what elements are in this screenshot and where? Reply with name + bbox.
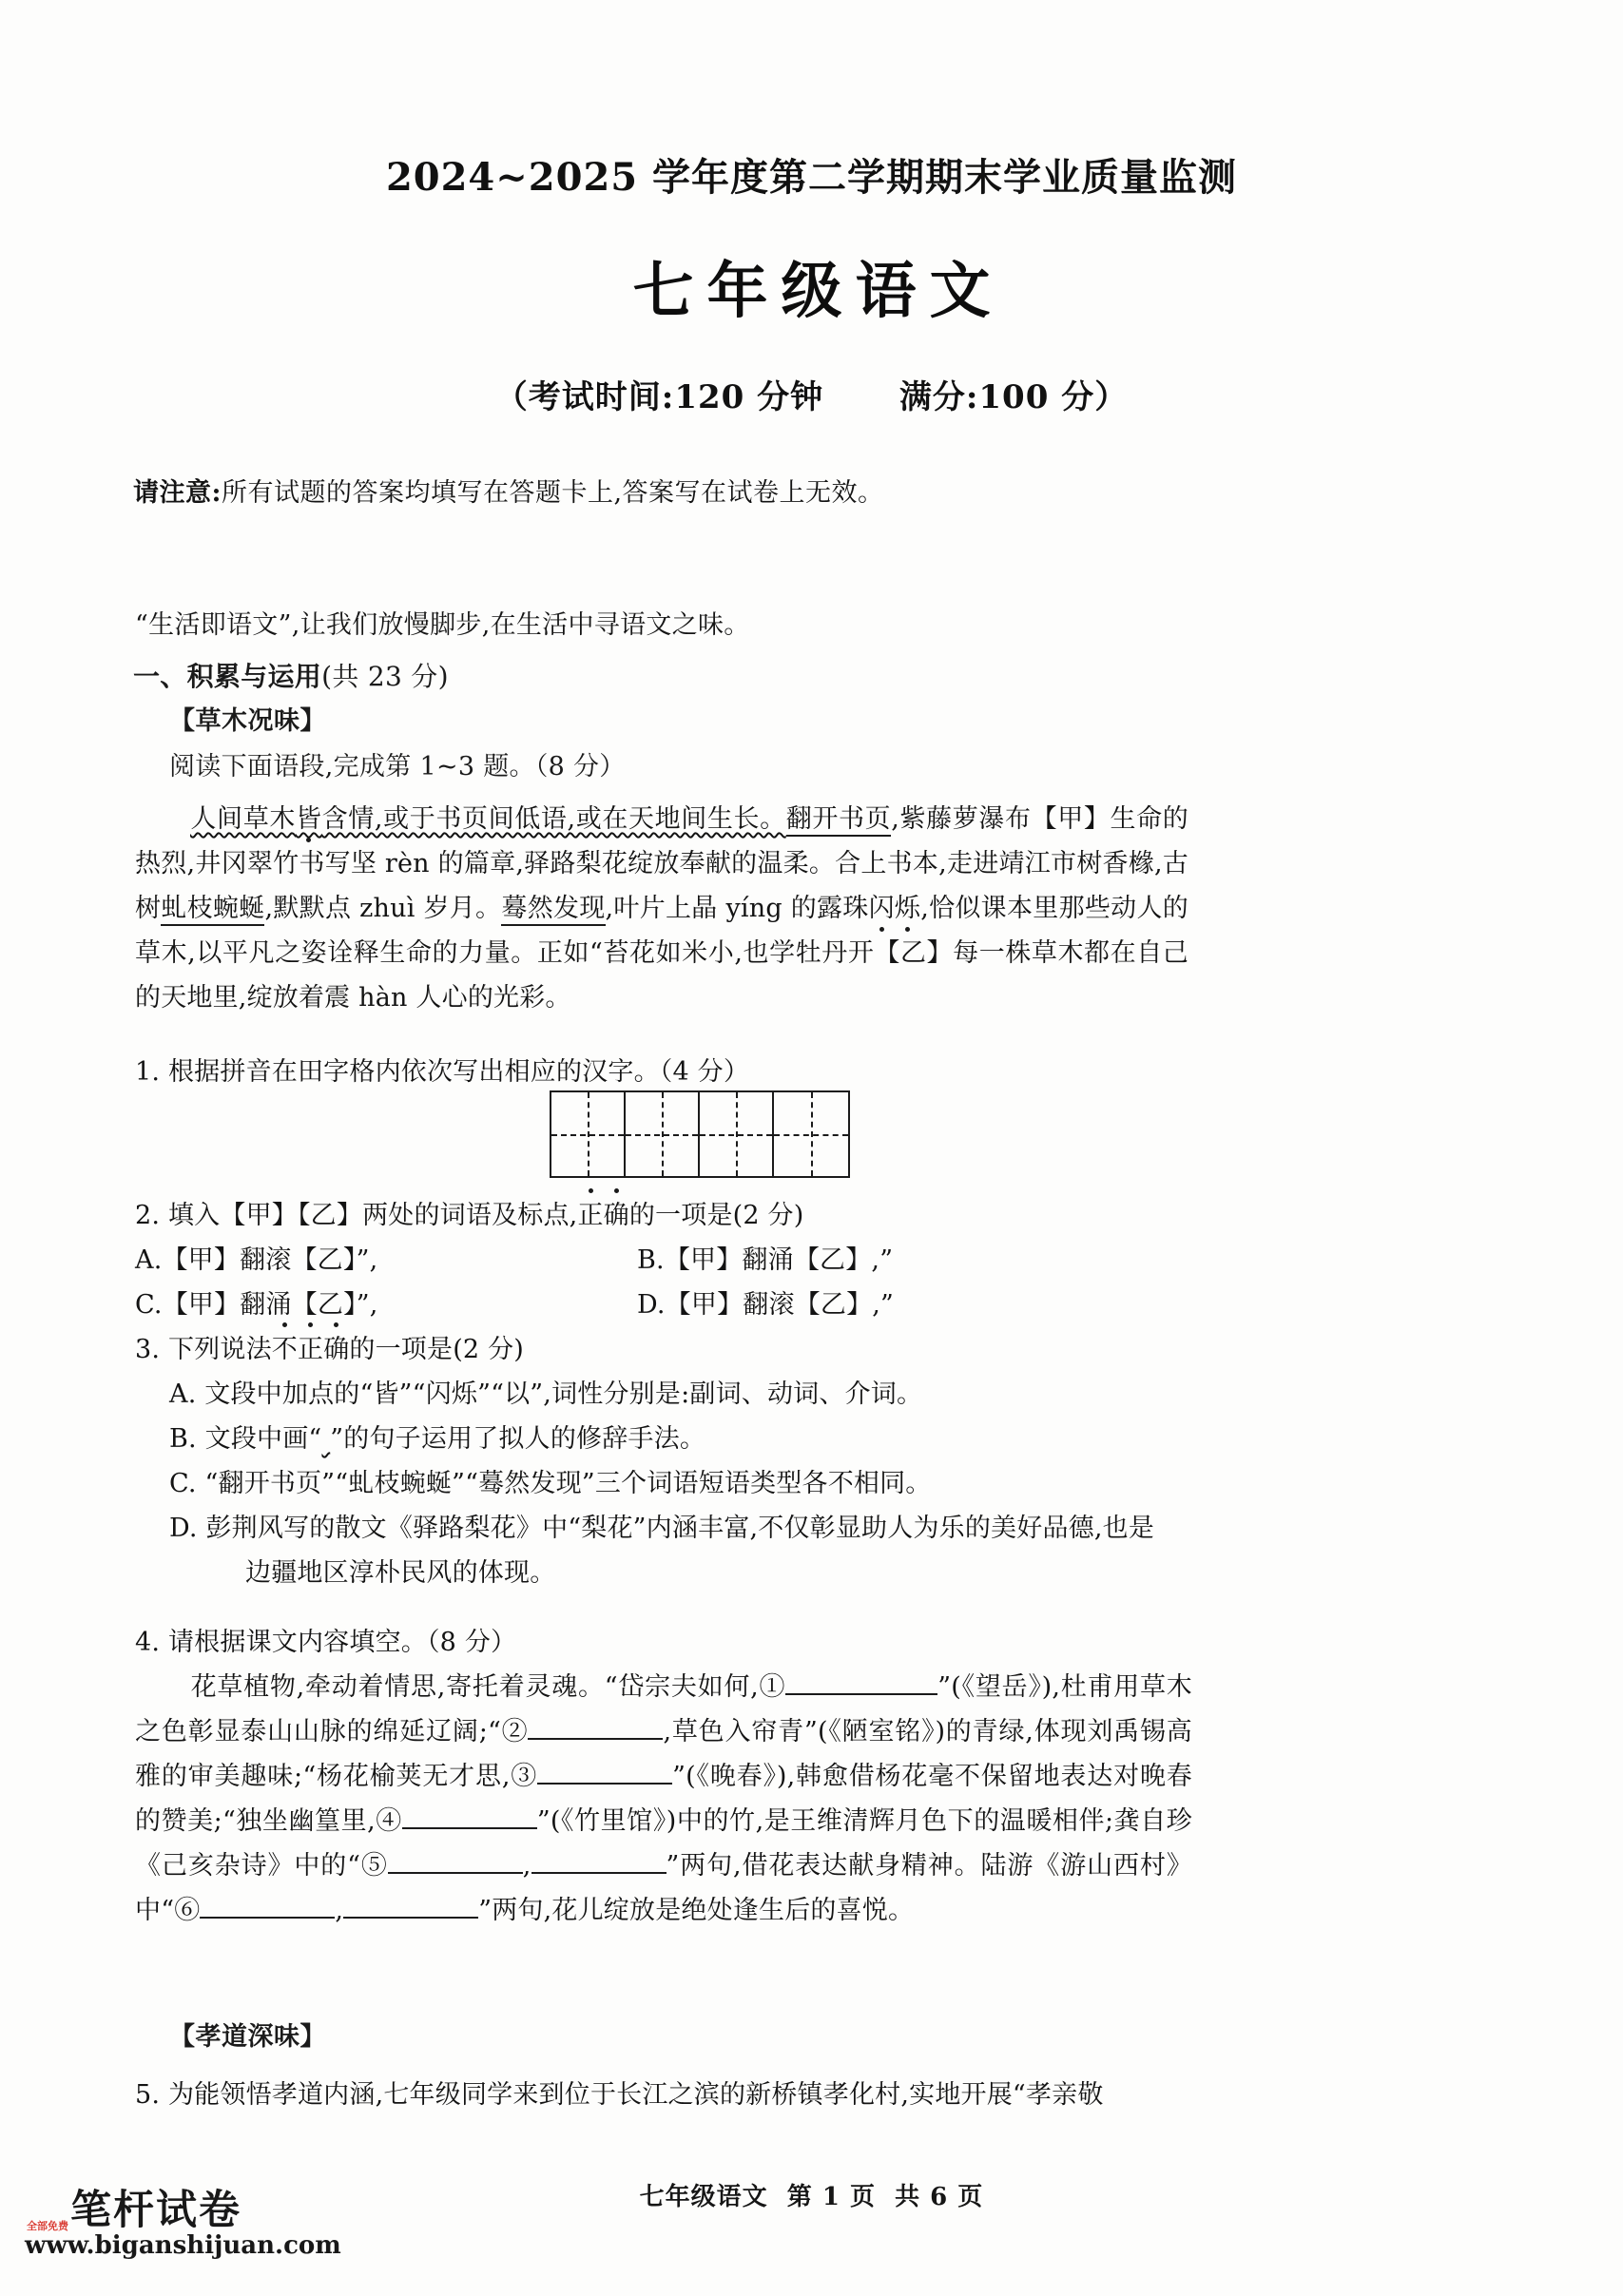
passage-part-4: ,叶片上晶 yíng 的露珠闪烁,恰似课本里那些动人的草木,以平凡之姿诠释生命的力量。正如“苔花如米小,也学牡丹开【乙】每一株草木都在自己的天地里,绽放着震 hàn 人心的光彩。 [135,894,1188,1013]
question-3-option-c[interactable] [169,1461,1200,1506]
option-c-text: 【甲】翻涌【乙】”, [162,1290,378,1320]
passage-underline-fankai: 翻开书页 [786,804,892,837]
footer-subject: 七年级语文 [639,2183,768,2211]
question-3-stem: 下列说法不正确的一项是(2 分) [167,1335,525,1364]
question-5-stem: 为能领悟孝道内涵,七年级同学来到位于长江之滨的新桥镇孝化村,实地开展“孝亲敬 [167,2080,1104,2110]
q4-part-1: 花草植物,牵动着情思,寄托着灵魂。“岱宗夫如何,① [190,1672,786,1702]
option-d-continuation: 边疆地区淳朴民风的体现。 [245,1558,556,1588]
option-d-key: D. [637,1290,666,1320]
question-2-option-row-2 [135,1283,1200,1327]
q4-part-4: ”(《晚春》),韩愈借杨花毫不保留地表达对晚春的赞美;“独坐幽篁里,④ [135,1762,1192,1836]
question-2 [135,1193,1200,1327]
q4-part-3: ,草色入帘青”(《陋室铭》)的青绿,体现刘禹锡高雅的审美趣味;“杨花榆荚无才思,③ [135,1717,1192,1791]
q4-part-6: , [522,1851,531,1881]
q4-blank-5a[interactable] [388,1872,523,1874]
option-d-key: D. [169,1514,198,1543]
question-1 [135,1050,1200,1094]
tianzige-cell[interactable] [551,1092,626,1176]
option-c-key: C. [169,1469,197,1498]
tianzige-cell[interactable] [626,1092,700,1176]
option-b-key: B. [637,1245,665,1275]
exam-duration: （考试时间:120 分钟 [494,378,824,416]
option-d-text: 【甲】翻滚【乙】,” [665,1290,895,1320]
q4-part-8: , [335,1896,344,1925]
option-a-key: A. [169,1380,197,1409]
option-c-text: “翻开书页”“虬枝蜿蜒”“蓦然发现”三个词语短语类型各不相同。 [204,1469,932,1498]
watermark-logo [21,2176,341,2279]
q4-blank-1[interactable] [785,1693,937,1695]
notice-text: 所有试题的答案均填写在答题卡上,答案写在试卷上无效。 [221,478,884,508]
q4-part-9: ”两句,花儿绽放是绝处逢生后的喜悦。 [478,1896,915,1925]
question-1-stem: 根据拼音在田字格内依次写出相应的汉字。（4 分） [167,1057,750,1087]
option-a-text: 【甲】翻滚【乙】”, [162,1245,378,1275]
question-5 [135,2073,1200,2117]
passage-part-3: ,默默点 zhuì 岁月。 [264,894,502,923]
tianzige-cell[interactable] [774,1092,848,1176]
section-heading-score: (共 23 分) [321,661,449,692]
option-a-key: A. [135,1245,163,1275]
q4-blank-3[interactable] [537,1783,672,1785]
q4-blank-5b[interactable] [531,1872,667,1874]
question-3 [135,1327,1200,1595]
passage-part-2: ,紫藤萝瀑布【甲】生命的热烈,井冈翠竹书写坚 rèn 的篇章,驿路梨花绽放奉献的温柔。合上书本,走进靖江市树香橼,古树 [135,804,1188,923]
passage-underline-moran: 蓦然发现 [501,894,605,926]
q4-part-5: ”(《竹里馆》)中的竹,是王维清辉月色下的温暖相伴;龚自珍《己亥杂诗》中的“⑤ [135,1806,1192,1881]
q4-blank-6a[interactable] [200,1917,335,1919]
question-4-stem: 请根据课文内容填空。（8 分） [167,1628,517,1657]
question-4 [135,1620,1200,1933]
question-3-option-d[interactable] [169,1506,1200,1595]
question-2-number: 2. [135,1201,161,1230]
question-2-options [135,1238,1200,1327]
block-title-caomu: 【草木况味】 [169,706,326,736]
q4-blank-2[interactable] [528,1738,663,1740]
watermark-url: www.biganshijuan.com [25,2231,341,2260]
option-b-text: 【甲】翻涌【乙】,” [664,1245,894,1275]
option-b-key: B. [169,1424,197,1454]
question-3-number: 3. [135,1335,161,1364]
footer-page-number: 第 1 页 [786,2183,876,2211]
question-3-option-b[interactable] [169,1417,1200,1461]
passage-wavy-sentence: 人间草木皆含情,或于书页间低语,或在天地间生长。 [190,804,786,834]
q4-blank-4[interactable] [402,1827,537,1829]
reading-instruction: 阅读下面语段,完成第 1~3 题。（8 分） [169,752,626,781]
question-2-stem: 填入【甲】【乙】两处的词语及标点,正确的一项是(2 分) [167,1201,804,1230]
question-2-option-row-1 [135,1238,1200,1283]
question-1-number: 1. [135,1057,161,1087]
passage-underline-qiuzhi: 虬枝蜿蜒 [161,894,264,926]
q4-blank-6b[interactable] [343,1917,478,1919]
exam-title: 2024~2025 学年度第二学期期末学业质量监测 [385,155,1238,200]
tianzige-grid[interactable] [550,1090,850,1178]
option-c-key: C. [135,1290,163,1320]
exam-full-score: 满分:100 分） [898,378,1129,416]
section-heading [133,656,449,694]
q4-part-2: ”(《望岳》),杜甫用草木之色彰显泰山山脉的绵延辽阔;“② [135,1672,1192,1746]
question-3-option-a[interactable] [169,1372,1200,1417]
subject-title: 七年级语文 [632,256,1004,327]
question-4-body [135,1665,1192,1933]
question-4-number: 4. [135,1628,161,1657]
block-title-xiaodao: 【孝道深味】 [169,2022,326,2052]
notice-label: 请注意: [133,478,222,508]
question-2-option-c[interactable] [135,1283,378,1327]
exam-notice [133,472,884,509]
watermark-brand: 笔杆试卷 [70,2187,242,2234]
tianzige-cell[interactable] [700,1092,774,1176]
question-2-option-d[interactable] [637,1283,894,1327]
reading-passage [135,797,1188,1020]
footer-total-pages: 共 6 页 [895,2183,984,2211]
option-b-text: 文段中画“ ”的句子运用了拟人的修辞手法。 [204,1424,706,1454]
exam-meta [0,371,1623,417]
q4-part-7: ”两句,借花表达献身精神。陆游《游山西村》中“⑥ [135,1851,1192,1925]
option-d-text: 彭荆风写的散文《驿路梨花》中“梨花”内涵丰富,不仅彰显助人为乐的美好品德,也是 [205,1514,1155,1543]
question-5-number: 5. [135,2080,161,2110]
watermark-free-tag: 全部免费 [27,2220,68,2232]
question-2-option-b[interactable] [637,1238,893,1283]
section-heading-bold: 一、积累与运用 [133,661,322,692]
option-a-text: 文段中加点的“皆”“闪烁”“以”,词性分别是:副词、动词、介词。 [204,1380,923,1409]
question-2-option-a[interactable] [135,1238,377,1283]
intro-line: “生活即语文”,让我们放慢脚步,在生活中寻语文之味。 [135,610,750,640]
